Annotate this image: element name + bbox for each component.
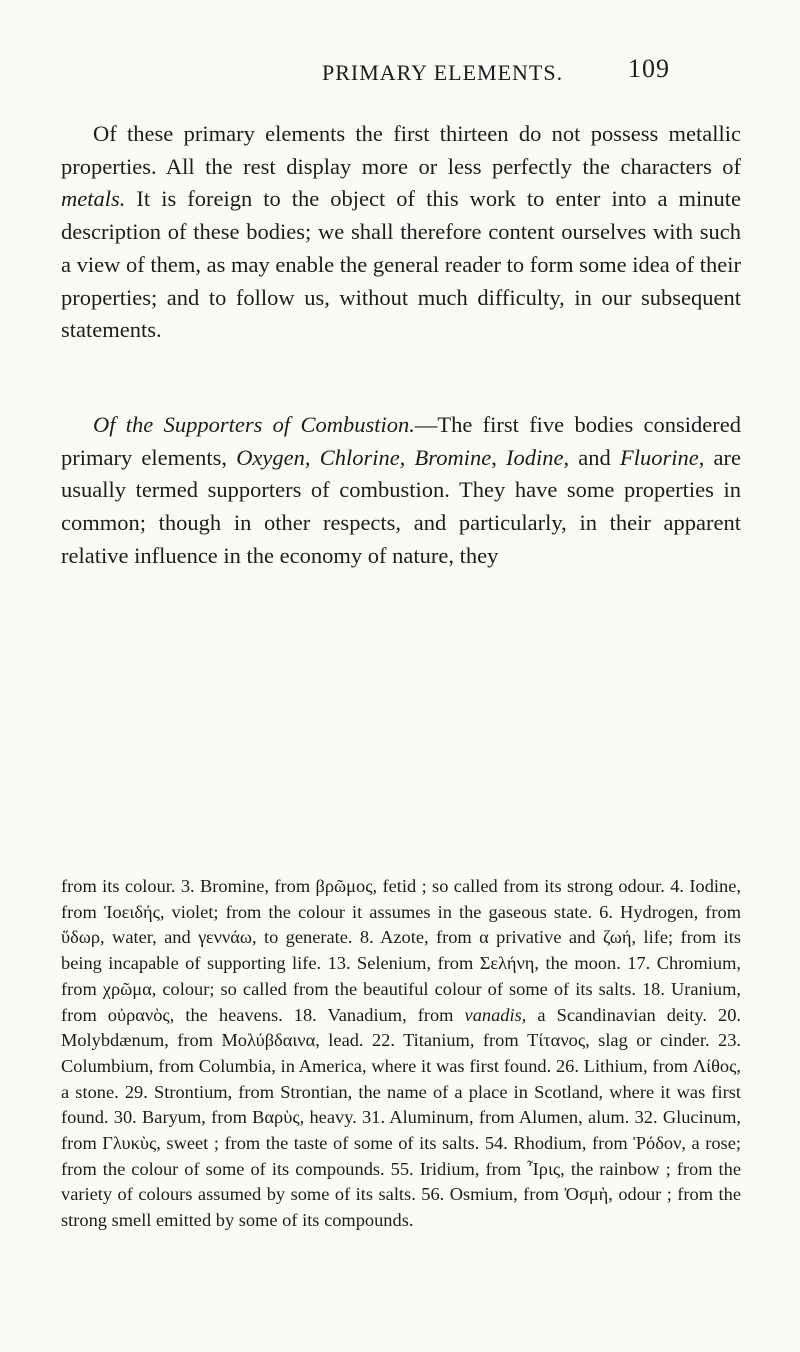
text-run: , and [563, 444, 620, 470]
footnotes [61, 874, 741, 1234]
italic-fluorine: Fluorine [619, 444, 699, 470]
italic-iodine: Iodine [506, 444, 564, 470]
footnote-text: from its colour. 3. Bromine, from βρῶμος, fetid ; so called from its strong odour. 4. Iodine, from Ἰοειδής, violet; from the colour it assumes in the gaseous state. 6. Hydrogen, from ὕδωρ, water, and γεννάω, to generate. 8. Azote, from α privative and ζωή, life; from its being incapable of supporting life. 13. Selenium, from Σελήνη, the moon. 17. Chromium, from χρῶμα, colour; so called from the beautiful colour of some of its salts. 18. Uranium, from οὐρανὸς, the heavens. 18. Vanadium, from [61, 876, 741, 1025]
text-run: It is foreign to the object of this work to enter into a minute description of these bodies; we shall therefore content ourselves with such a view of them, as may enable the general reader to form some idea of their properties; and to follow us, without much difficulty, in our subsequent statements. [61, 186, 741, 343]
italic-chlorine: Chlorine [319, 444, 400, 470]
running-title: PRIMARY ELEMENTS. [322, 60, 564, 85]
section-heading: Of the Supporters of Combustion. [93, 411, 415, 437]
footnote-text: , a Scandinavian deity. 20. Molybdænum, from Μολύβδαινα, lead. 22. Titanium, from Τίτανος, slag or cinder. 23. Columbium, from Columbia, in America, where it was first found. 26. Lithium, from Λίθος, a stone. 29. Strontium, from Strontian, the name of a place in Scotland, where it was first found. 30. Baryum, from Βαρὺς, heavy. 31. Aluminum, from Alumen, alum. 32. Glucinum, from Γλυκὺς, sweet ; from the taste of some of its salts. 54. Rhodium, from Ῥόδον, a rose; from the colour of some of its compounds. 55. Iridium, from Ἶρις, the rainbow ; from the variety of colours assumed by some of its salts. 56. Osmium, from Ὀσμὴ, odour ; from the strong smell emitted by some of its compounds. [61, 1004, 742, 1231]
italic-metals: metals. [61, 186, 126, 212]
paragraph-metals [61, 118, 741, 347]
text-run: , are usually termed supporters of combustion. They have some properties in common; though in other respects, and particularly, in their apparent relative influence in the economy of nature, they [61, 444, 742, 568]
text-run: , [491, 444, 507, 470]
italic-vanadis: vanadis [464, 1004, 522, 1025]
main-text [61, 118, 741, 572]
page-number: 109 [628, 54, 670, 83]
text-run: , [304, 444, 320, 470]
text-run: Of these primary elements the first thirteen do not possess metallic properties. All the rest display more or less perfectly the characters of [61, 121, 741, 179]
italic-oxygen: Oxygen [236, 444, 305, 470]
paragraph-supporters [61, 409, 741, 573]
text-run: , [399, 444, 415, 470]
italic-bromine: Bromine [414, 444, 492, 470]
text-run: —The first five bodies considered primary elements, [61, 411, 741, 470]
